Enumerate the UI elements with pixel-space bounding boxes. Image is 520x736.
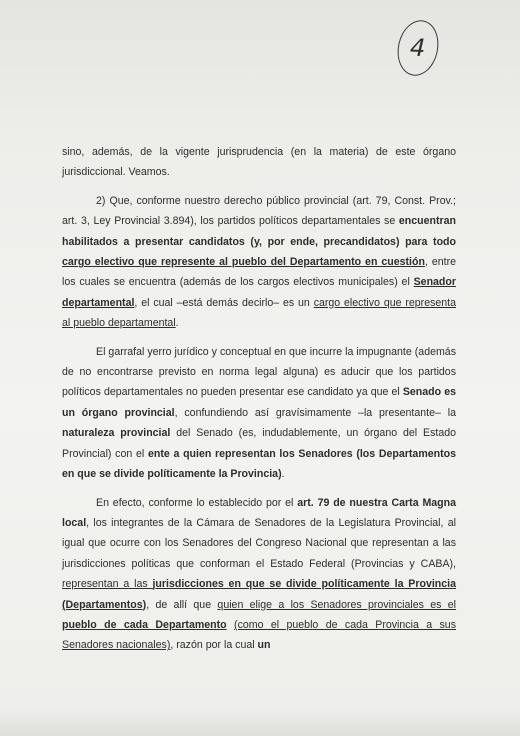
text-run: . bbox=[175, 317, 179, 330]
page-number-circle bbox=[393, 16, 444, 79]
text-run: En efecto, conforme lo establecido por el bbox=[96, 496, 298, 509]
text-run: sino, además, de la vigente jurisprudencia (en la materia) de este órgano jurisdiccional. Veamos. bbox=[62, 146, 456, 179]
text-run: representan a las bbox=[62, 578, 153, 591]
text-run: 2) Que, conforme nuestro derecho público provincial (art. 79, Const. Prov.; art. 3, Ley Provincial 3.894), los partidos políticos departamentales se bbox=[62, 194, 456, 228]
paragraph bbox=[62, 493, 456, 656]
text-run: , de allí que bbox=[146, 598, 218, 611]
page-edge-shadow bbox=[0, 708, 520, 736]
text-run: . bbox=[281, 468, 285, 481]
text-run: quien elige a los Senadores provinciales es el bbox=[217, 598, 457, 611]
text-run: un bbox=[257, 639, 271, 652]
paragraph bbox=[62, 142, 456, 183]
text-run: naturaleza provincial bbox=[62, 427, 171, 440]
text-run: , confundiendo así gravísimamente –la presentante– la bbox=[174, 406, 456, 419]
paragraph bbox=[62, 191, 456, 334]
text-run: , entre los cuales se encuentra (además de los cargos electivos municipales) el bbox=[62, 256, 456, 289]
text-run: Senado es un órgano provincial bbox=[62, 386, 456, 419]
text-run: jurisdicciones en que se divide políticamente la Provincia (Departamentos) bbox=[62, 578, 456, 611]
text-run bbox=[227, 619, 234, 631]
text-run: ente a quien representan los Senadores (los Departamentos en que se divide políticamente la Provincia) bbox=[62, 447, 456, 481]
text-run: , razón por la cual bbox=[170, 639, 258, 652]
text-run: pueblo de cada Departamento bbox=[62, 618, 227, 631]
document-body bbox=[62, 142, 456, 664]
paragraph bbox=[62, 342, 456, 485]
text-run: , los integrantes de la Cámara de Senadores de la Legislatura Provincial, al igual que ocurre con los Senadores del Congreso Nacional que representan a las jurisdicciones políticas que conforman el Estado Federal (Provincias y CABA), bbox=[62, 516, 456, 570]
text-run: del Senado (es, indudablemente, un órgano del Estado Provincial) con el bbox=[62, 427, 457, 460]
text-run: art. 79 de nuestra Carta Magna local bbox=[62, 496, 456, 529]
text-run: encuentran habilitados a presentar candidatos (y, por ende, precandidatos) para todo bbox=[62, 215, 456, 248]
text-run: (como el pueblo de cada Provincia a sus Senadores nacionales) bbox=[62, 618, 456, 652]
text-run: El garrafal yerro jurídico y conceptual en que incurre la impugnante (además de no encontrarse previsto en norma legal alguna) es aducir que los partidos políticos departamentales no pueden presentar ese candidato ya que el bbox=[62, 345, 456, 399]
text-run: , el cual –está demás decirlo– es un bbox=[134, 296, 314, 309]
text-run: cargo electivo que represente al pueblo del Departamento en cuestión bbox=[62, 256, 425, 269]
page-number: 4 bbox=[409, 33, 427, 63]
text-run: cargo electivo que representa al pueblo departamental bbox=[62, 296, 456, 330]
text-run: Senador departamental bbox=[62, 276, 456, 309]
